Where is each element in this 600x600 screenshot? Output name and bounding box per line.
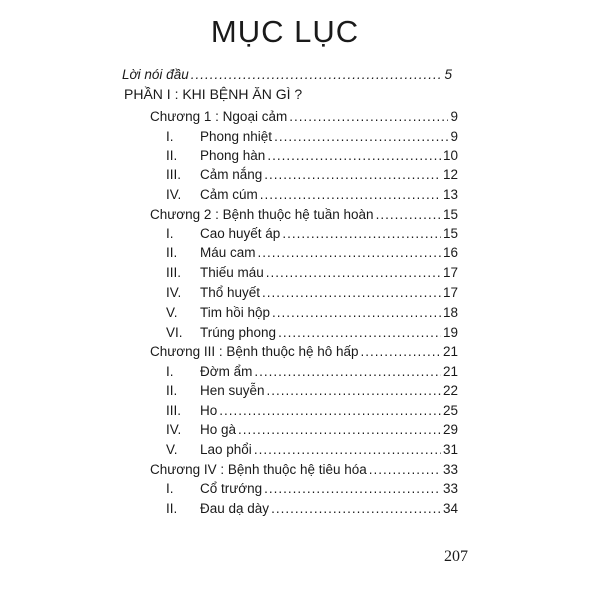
dot-leader — [260, 186, 441, 204]
toc-section[interactable] — [166, 244, 458, 262]
section-number: II. — [166, 148, 178, 163]
section-number: V. — [166, 442, 178, 457]
dot-leader — [238, 421, 441, 439]
toc-section[interactable] — [166, 402, 458, 420]
section-number: IV. — [166, 187, 182, 202]
page-number: 207 — [444, 548, 468, 565]
toc-entry-label: Ho gà — [200, 422, 237, 437]
section-number: I. — [166, 364, 174, 379]
toc-section[interactable] — [166, 480, 458, 498]
toc-section[interactable] — [166, 500, 458, 518]
toc-entry-label: Máu cam — [200, 245, 256, 260]
toc-entry-label: Lao phổi — [200, 442, 252, 457]
toc-entry-page: 33 — [442, 462, 458, 477]
dot-leader — [274, 128, 448, 146]
toc-entry-page: 15 — [442, 226, 458, 241]
toc-entry-page: 9 — [450, 109, 458, 124]
toc-entry-label: Cổ trướng — [200, 481, 263, 496]
toc-entry-page: 5 — [444, 67, 452, 82]
toc-entry-label: Cảm nắng — [200, 167, 263, 182]
section-number: VI. — [166, 325, 183, 340]
toc-section[interactable] — [166, 147, 458, 165]
dot-leader — [271, 500, 441, 518]
section-number: II. — [166, 383, 178, 398]
dot-leader — [278, 324, 441, 342]
toc-section[interactable] — [166, 421, 458, 439]
toc-chapter[interactable] — [150, 461, 458, 479]
toc-entry-page: 16 — [442, 245, 458, 260]
section-number: V. — [166, 305, 178, 320]
toc-entry-label: Chương 2 : Bệnh thuộc hệ tuần hoàn — [150, 207, 374, 222]
toc-section[interactable] — [166, 284, 458, 302]
section-number: IV. — [166, 422, 182, 437]
dot-leader — [361, 343, 441, 361]
toc-entry-page: 18 — [442, 305, 458, 320]
toc-section[interactable] — [166, 382, 458, 400]
toc-entry-page: 12 — [442, 167, 458, 182]
toc-entry-page: 21 — [442, 364, 458, 379]
page-title: MỤC LỤC — [210, 14, 360, 49]
toc-entry-preface[interactable] — [122, 66, 452, 84]
toc-entry-label: Cảm cúm — [200, 187, 258, 202]
toc-entry-page: 17 — [442, 265, 458, 280]
toc-entry-page: 21 — [442, 344, 458, 359]
toc-entry-label: Đờm ẩm — [200, 364, 253, 379]
toc-entry-page: 31 — [442, 442, 458, 457]
toc-entry-label: Chương IV : Bệnh thuộc hệ tiêu hóa — [150, 462, 367, 477]
dot-leader — [258, 244, 441, 262]
toc-chapter[interactable] — [150, 343, 458, 361]
toc-entry-label: Đau dạ dày — [200, 501, 270, 516]
toc-section[interactable] — [166, 186, 458, 204]
dot-leader — [254, 441, 441, 459]
toc-entry-page: 17 — [442, 285, 458, 300]
toc-section[interactable] — [166, 128, 458, 146]
toc-entry-label: Lời nói đầu — [122, 67, 189, 82]
toc-section[interactable] — [166, 324, 458, 342]
toc-entry-label: Tim hồi hộp — [200, 305, 271, 320]
toc-entry-label: Cao huyết áp — [200, 226, 281, 241]
toc-entry-label: Trúng phong — [200, 325, 277, 340]
dot-leader — [191, 66, 443, 84]
dot-leader — [262, 284, 441, 302]
toc-section[interactable] — [166, 264, 458, 282]
dot-leader — [376, 206, 441, 224]
toc-entry-page: 34 — [442, 501, 458, 516]
toc-entry-page: 10 — [442, 148, 458, 163]
section-number: I. — [166, 226, 174, 241]
toc-entry-label: Chương 1 : Ngoại cảm — [150, 109, 288, 124]
toc-entry-page: 13 — [442, 187, 458, 202]
toc-entry-page: 33 — [442, 481, 458, 496]
section-number: IV. — [166, 285, 182, 300]
toc-entry-page: 9 — [450, 129, 458, 144]
section-number: I. — [166, 129, 174, 144]
toc-entry-page: 25 — [442, 403, 458, 418]
toc-section[interactable] — [166, 441, 458, 459]
toc-entry-page: 19 — [442, 325, 458, 340]
dot-leader — [266, 264, 441, 282]
toc-entry-label: Thổ huyết — [200, 285, 261, 300]
toc-entry-label: Ho — [200, 403, 218, 418]
section-number: III. — [166, 167, 182, 182]
toc-entry-label: Phong hàn — [200, 148, 266, 163]
toc-entry-page: 22 — [442, 383, 458, 398]
section-number: II. — [166, 245, 178, 260]
toc-entry-label: Hen suyễn — [200, 383, 265, 398]
dot-leader — [272, 304, 441, 322]
section-number: I. — [166, 481, 174, 496]
toc-section[interactable] — [166, 304, 458, 322]
toc-chapter[interactable] — [150, 206, 458, 224]
dot-leader — [264, 480, 441, 498]
toc-section[interactable] — [166, 225, 458, 243]
dot-leader — [254, 363, 441, 381]
toc-entry-page: 29 — [442, 422, 458, 437]
dot-leader — [267, 147, 441, 165]
part-heading: PHẦN I : KHI BỆNH ĂN GÌ ? — [124, 86, 303, 102]
section-number: II. — [166, 501, 178, 516]
section-number: III. — [166, 265, 182, 280]
dot-leader — [369, 461, 441, 479]
toc-chapter[interactable] — [150, 108, 458, 126]
toc-entry-label: Chương III : Bệnh thuộc hệ hô hấp — [150, 344, 359, 359]
toc-section[interactable] — [166, 363, 458, 381]
dot-leader — [264, 166, 441, 184]
toc-entry-page: 15 — [442, 207, 458, 222]
toc-entry-label: Phong nhiệt — [200, 129, 273, 144]
dot-leader — [219, 402, 441, 420]
dot-leader — [282, 225, 441, 243]
section-number: III. — [166, 403, 182, 418]
dot-leader — [289, 108, 448, 126]
dot-leader — [267, 382, 441, 400]
toc-section[interactable] — [166, 166, 458, 184]
toc-entry-label: Thiếu máu — [200, 265, 264, 280]
